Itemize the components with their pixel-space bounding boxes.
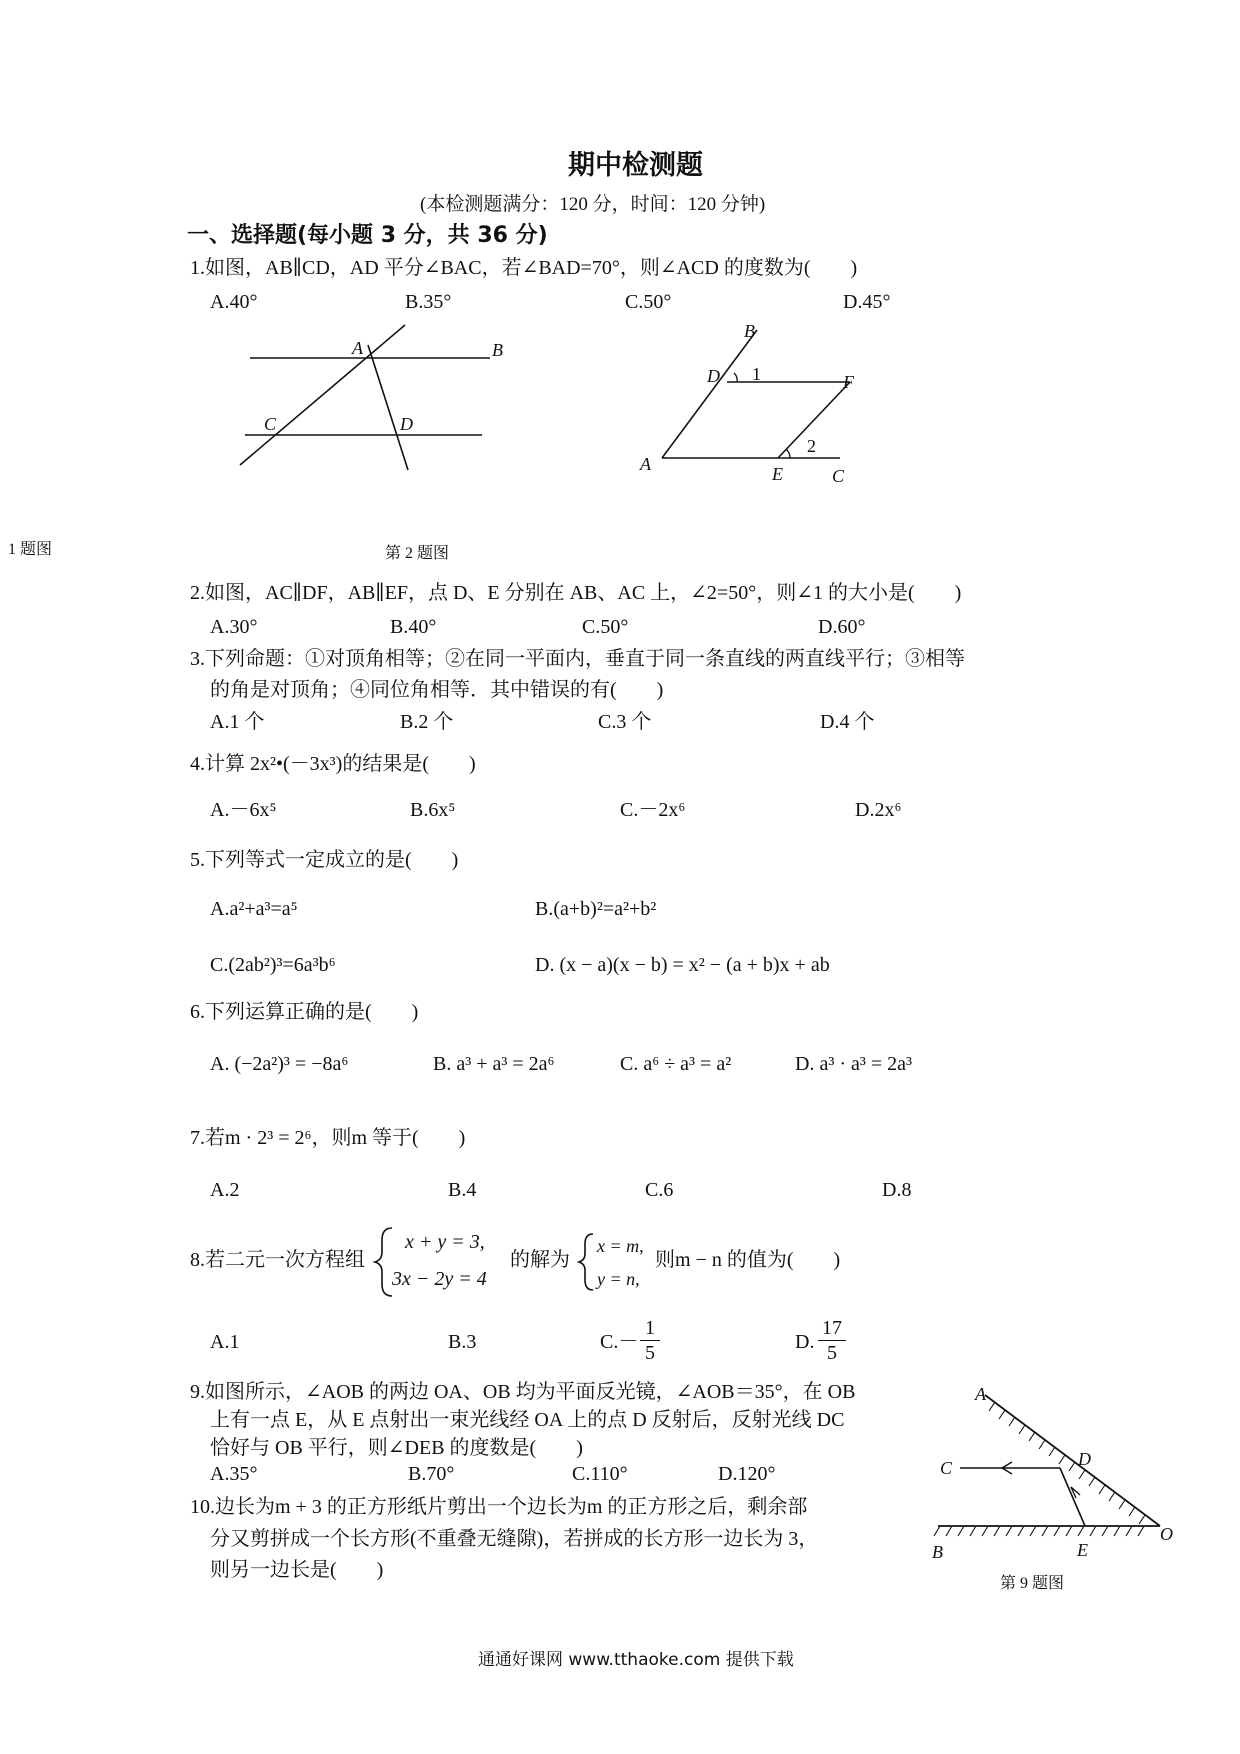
q1-option-c: C.50° (625, 291, 672, 313)
q6-option-d: D. a³ · a³ = 2a³ (795, 1053, 913, 1075)
fig2-label-a: A (640, 454, 651, 474)
q2-option-d: D.60° (818, 616, 866, 638)
q9-line-3: 恰好与 OB 平行，则∠DEB 的度数是( ) (210, 1437, 583, 1459)
q8-option-d-numerator: 17 (818, 1316, 846, 1341)
fig9-label-a: A (975, 1384, 986, 1404)
q7-option-c: C.6 (645, 1179, 674, 1201)
q3-option-d: D.4 个 (820, 711, 875, 733)
q9-option-d: D.120° (718, 1463, 776, 1485)
fig1-label-b: B (492, 340, 503, 360)
q4-option-a: A.－6x⁵ (210, 799, 277, 821)
section-heading: 一、选择题(每小题 3 分，共 36 分) (187, 223, 548, 248)
q7-option-d: D.8 (882, 1179, 912, 1201)
q9-option-c: C.110° (572, 1463, 628, 1485)
q6-option-c: C. a⁶ ÷ a³ = a² (620, 1053, 732, 1075)
q6-option-b: B. a³ + a³ = 2a⁶ (433, 1053, 555, 1075)
page-subtitle: (本检测题满分：120 分，时间：120 分钟) (420, 194, 766, 215)
q6-option-a: A. (−2a²)³ = −8a⁶ (210, 1053, 349, 1075)
q8-solution-1: x = m, (597, 1236, 644, 1256)
fig2-label-b: B (744, 321, 755, 341)
q5-option-c: C.(2ab²)³=6a³b⁶ (210, 954, 336, 976)
fig2-label-2: 2 (807, 436, 816, 456)
q4-option-d: D.2x⁶ (855, 799, 902, 821)
q7-option-b: B.4 (448, 1179, 477, 1201)
fig1-label-a: A (352, 338, 363, 358)
figure-1-caption: 1 题图 (8, 541, 53, 558)
q8-solution-2: y = n, (597, 1269, 640, 1289)
q3-line-2: 的角是对顶角；④同位角相等．其中错误的有( ) (210, 679, 664, 701)
q2-option-b: B.40° (390, 616, 437, 638)
q9-option-a: A.35° (210, 1463, 258, 1485)
q4-option-b: B.6x⁵ (410, 799, 456, 821)
page-title: 期中检测题 (568, 150, 703, 181)
q5-stem: 5.下列等式一定成立的是( ) (190, 849, 459, 871)
fig2-label-d: D (707, 366, 720, 386)
q8-option-b: B.3 (448, 1331, 477, 1353)
fig9-label-o: O (1160, 1524, 1173, 1544)
q4-stem: 4.计算 2x²•(－3x³)的结果是( ) (190, 753, 476, 775)
q3-line-1: 3.下列命题：①对顶角相等；②在同一平面内，垂直于同一条直线的两直线平行；③相等 (190, 648, 965, 670)
q3-option-b: B.2 个 (400, 711, 454, 733)
q3-option-c: C.3 个 (598, 711, 652, 733)
figure-2-caption: 第 2 题图 (385, 545, 450, 562)
q1-option-d: D.45° (843, 291, 891, 313)
fig2-label-e: E (772, 464, 783, 484)
q3-option-a: A.1 个 (210, 711, 265, 733)
q7-option-a: A.2 (210, 1179, 240, 1201)
q7-stem: 7.若m · 2³ = 2⁶，则m 等于( ) (190, 1127, 466, 1149)
figure-9-caption: 第 9 题图 (1000, 1575, 1065, 1592)
q9-line-2: 上有一点 E，从 E 点射出一束光线经 OA 上的点 D 反射后，反射光线 DC (210, 1409, 845, 1431)
q9-option-b: B.70° (408, 1463, 455, 1485)
q8-option-a: A.1 (210, 1331, 240, 1353)
q10-line-2: 分又剪拼成一个长方形(不重叠无缝隙)，若拼成的长方形一边长为 3， (210, 1528, 819, 1550)
fig9-label-b: B (932, 1542, 943, 1562)
q8-option-c-denominator: 5 (645, 1342, 655, 1364)
q1-stem: 1.如图，AB∥CD，AD 平分∠BAC，若∠BAD=70°，则∠ACD 的度数为( ) (190, 257, 858, 279)
fig9-label-c: C (940, 1458, 953, 1478)
q2-option-c: C.50° (582, 616, 629, 638)
q8-equation-2: 3x − 2y = 4 (392, 1268, 487, 1290)
q8-equation-1: x + y = 3, (405, 1231, 485, 1253)
q8-middle: 的解为 (510, 1249, 570, 1271)
fig2-label-c: C (832, 466, 845, 486)
q8-suffix: 则m − n 的值为( ) (655, 1249, 841, 1271)
q4-option-c: C.－2x⁶ (620, 799, 686, 821)
q5-option-d: D. (x − a)(x − b) = x² − (a + b)x + ab (535, 954, 830, 976)
page-footer: 通通好课网 www.tthaoke.com 提供下载 (478, 1650, 794, 1670)
fig2-label-f: F (843, 372, 854, 392)
q8-option-c-numerator: 1 (640, 1316, 660, 1341)
fig1-label-c: C (264, 414, 277, 434)
q2-option-a: A.30° (210, 616, 258, 638)
q1-option-b: B.35° (405, 291, 452, 313)
q2-stem: 2.如图，AC∥DF，AB∥EF，点 D、E 分别在 AB、AC 上，∠2=50°，则∠1 的大小是( ) (190, 582, 962, 604)
fig1-label-d: D (400, 414, 413, 434)
q10-line-1: 10.边长为m + 3 的正方形纸片剪出一个边长为m 的正方形之后，剩余部 (190, 1496, 808, 1518)
q5-option-b: B.(a+b)²=a²+b² (535, 898, 657, 920)
q6-stem: 6.下列运算正确的是( ) (190, 1001, 419, 1023)
q8-option-c-prefix: C.－ (600, 1331, 639, 1353)
fig2-label-1: 1 (752, 364, 761, 384)
q5-option-a: A.a²+a³=a⁵ (210, 898, 298, 920)
q10-line-3: 则另一边长是( ) (210, 1559, 384, 1581)
q8-prefix: 8.若二元一次方程组 (190, 1249, 365, 1271)
q1-option-a: A.40° (210, 291, 258, 313)
fig9-label-d: D (1078, 1449, 1091, 1469)
fig9-label-e: E (1077, 1540, 1088, 1560)
q9-line-1: 9.如图所示，∠AOB 的两边 OA、OB 均为平面反光镜，∠AOB＝35°，在 OB (190, 1381, 856, 1403)
q8-option-d-prefix: D. (795, 1331, 815, 1353)
q8-option-d-denominator: 5 (827, 1342, 837, 1364)
